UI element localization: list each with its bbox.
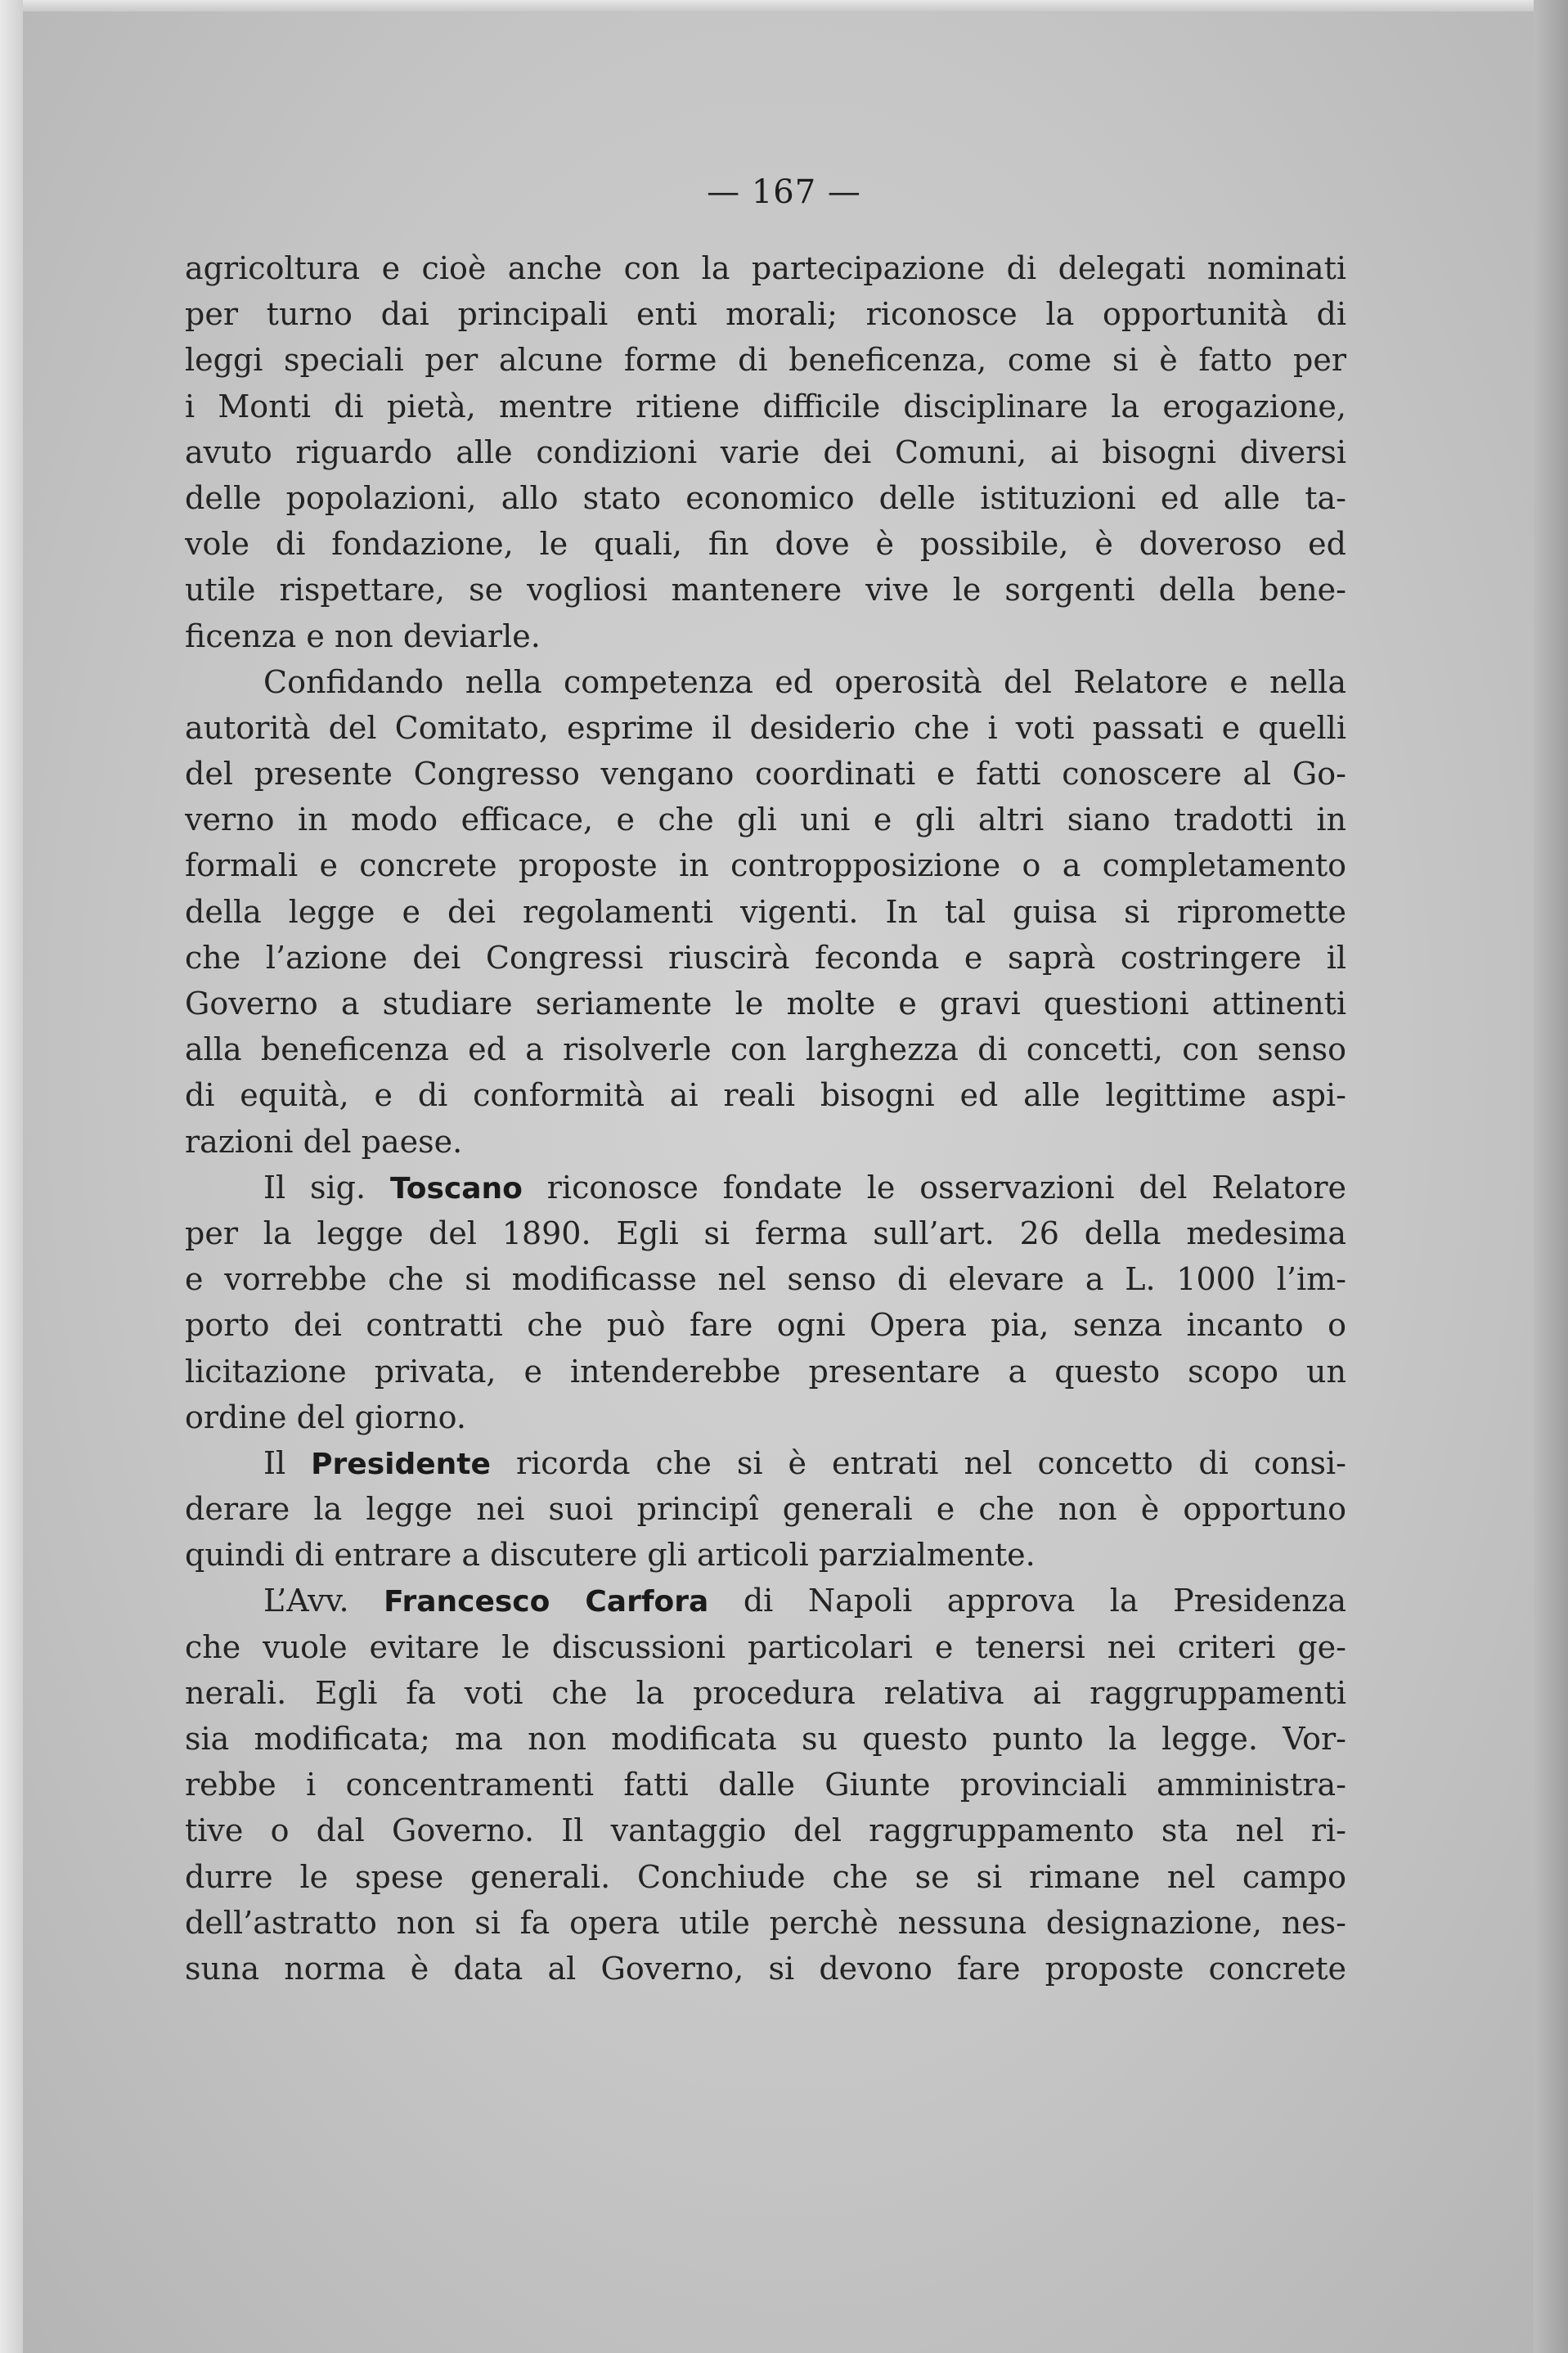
text-segment: quindi di entrare a discutere gli articoli parzialmente. [185,1537,1036,1574]
text-segment: vole di fondazione, le quali, fin dove è possibile, è doveroso ed [185,526,1346,563]
text-segment: rebbe i concentramenti fatti dalle Giunte provinciali amministra- [185,1767,1346,1803]
text-segment: Governo a studiare seriamente le molte e gravi questioni attinenti [185,986,1346,1022]
text-segment: alla beneficenza ed a risolverle con larghezza di concetti, con senso [185,1031,1346,1068]
text-line [185,842,1346,888]
text-line [185,1762,1346,1807]
text-line [185,1256,1346,1302]
body-text [185,245,1346,1992]
page-number: — 167 — [707,173,861,211]
text-segment: per la legge del 1890. Egli si ferma sull’art. 26 della medesima [185,1215,1346,1251]
text-segment: del presente Congresso vengano coordinati e fatti conoscere al Go- [185,756,1346,793]
text-segment: per turno dai principali enti morali; riconosce la opportunità di [185,296,1346,333]
speaker-name: Toscano [389,1171,523,1206]
text-segment: suna norma è data al Governo, si devono fare proposte concrete [185,1950,1346,1987]
text-line [185,1026,1346,1072]
text-line [185,1440,1346,1486]
text-line [185,1900,1346,1946]
text-line [185,475,1346,521]
text-segment: leggi speciali per alcune forme di beneficenza, come si è fatto per [185,342,1346,379]
text-line [185,659,1346,705]
text-line [185,291,1346,337]
text-segment: ficenza e non deviarle. [185,617,541,654]
text-line [185,613,1346,659]
text-segment: formali e concrete proposte in contropposizione o a completamento [185,847,1346,884]
page-left-edge [0,0,23,2353]
text-segment: durre le spese generali. Conchiude che se si rimane nel campo [185,1858,1346,1895]
text-line [185,1578,1346,1623]
text-line [185,1946,1346,1992]
text-line [185,1072,1346,1118]
text-line [185,705,1346,751]
text-line [185,1716,1346,1762]
text-line [185,1807,1346,1853]
speaker-name: Francesco Carfora [384,1585,709,1619]
text-line [185,935,1346,981]
speaker-name: Presidente [311,1447,491,1481]
text-line [185,1486,1346,1532]
text-segment: L’Avv. [263,1583,384,1619]
text-segment: ricorda che si è entrati nel concetto di consi- [490,1444,1346,1481]
text-line [185,1624,1346,1670]
text-segment: Il [263,1444,312,1481]
text-segment: delle popolazioni, allo stato economico delle istituzioni ed alle ta- [185,479,1346,516]
text-segment: tive o dal Governo. Il vantaggio del raggruppamento sta nel ri- [185,1812,1346,1849]
text-segment: porto dei contratti che può fare ogni Opera pia, senza incanto o [185,1307,1346,1344]
text-line [185,889,1346,935]
text-line [185,337,1346,383]
text-segment: ordine del giorno. [185,1399,466,1435]
text-segment: di Napoli approva la Presidenza [708,1583,1346,1619]
text-segment: avuto riguardo alle condizioni varie dei Comuni, ai bisogni diversi [185,433,1346,470]
text-line [185,797,1346,842]
text-segment: che l’azione dei Congressi riuscirà feconda e saprà costringere il [185,939,1346,976]
text-segment: Confidando nella competenza ed operosità del Relatore e nella [263,663,1346,700]
text-segment: utile rispettare, se vogliosi mantenere vive le sorgenti della bene- [185,572,1346,608]
text-line [185,384,1346,429]
text-segment: derare la legge nei suoi principî generali e che non è opportuno [185,1491,1346,1528]
text-line [185,521,1346,567]
text-segment: dell’astratto non si fa opera utile perchè nessuna designazione, nes- [185,1904,1346,1941]
text-line [185,1532,1346,1578]
text-line [185,1210,1346,1256]
text-line [185,981,1346,1026]
text-line [185,1349,1346,1394]
text-segment: riconosce fondate le osservazioni del Relatore [522,1169,1346,1206]
text-line [185,567,1346,613]
text-segment: sia modificata; ma non modificata su questo punto la legge. Vor- [185,1721,1346,1757]
text-segment: autorità del Comitato, esprime il desiderio che i voti passati e quelli [185,709,1346,746]
text-segment: della legge e dei regolamenti vigenti. In tal guisa si ripromette [185,893,1346,930]
text-segment: i Monti di pietà, mentre ritiene difficile disciplinare la erogazione, [185,388,1346,424]
text-line [185,1302,1346,1348]
page-right-edge [1534,0,1568,2353]
text-segment: Il sig. [263,1169,390,1206]
text-line [185,245,1346,291]
text-segment: agricoltura e cioè anche con la partecipazione di delegati nominati [185,250,1346,286]
text-segment: verno in modo efficace, e che gli uni e gli altri siano tradotti in [185,802,1346,838]
text-segment: di equità, e di conformità ai reali bisogni ed alle legittime aspi- [185,1077,1346,1114]
text-line [185,1670,1346,1716]
page-top-edge [0,0,1568,11]
text-line [185,1119,1346,1165]
text-line [185,429,1346,475]
text-line [185,1394,1346,1440]
text-line [185,751,1346,797]
text-segment: razioni del paese. [185,1123,463,1160]
text-segment: licitazione privata, e intenderebbe presentare a questo scopo un [185,1353,1346,1390]
text-segment: nerali. Egli fa voti che la procedura relativa ai raggruppamenti [185,1674,1346,1711]
text-line [185,1165,1346,1210]
text-line [185,1854,1346,1900]
text-segment: e vorrebbe che si modificasse nel senso di elevare a L. 1000 l’im- [185,1261,1346,1298]
text-segment: che vuole evitare le discussioni particolari e tenersi nei criteri ge- [185,1628,1346,1665]
